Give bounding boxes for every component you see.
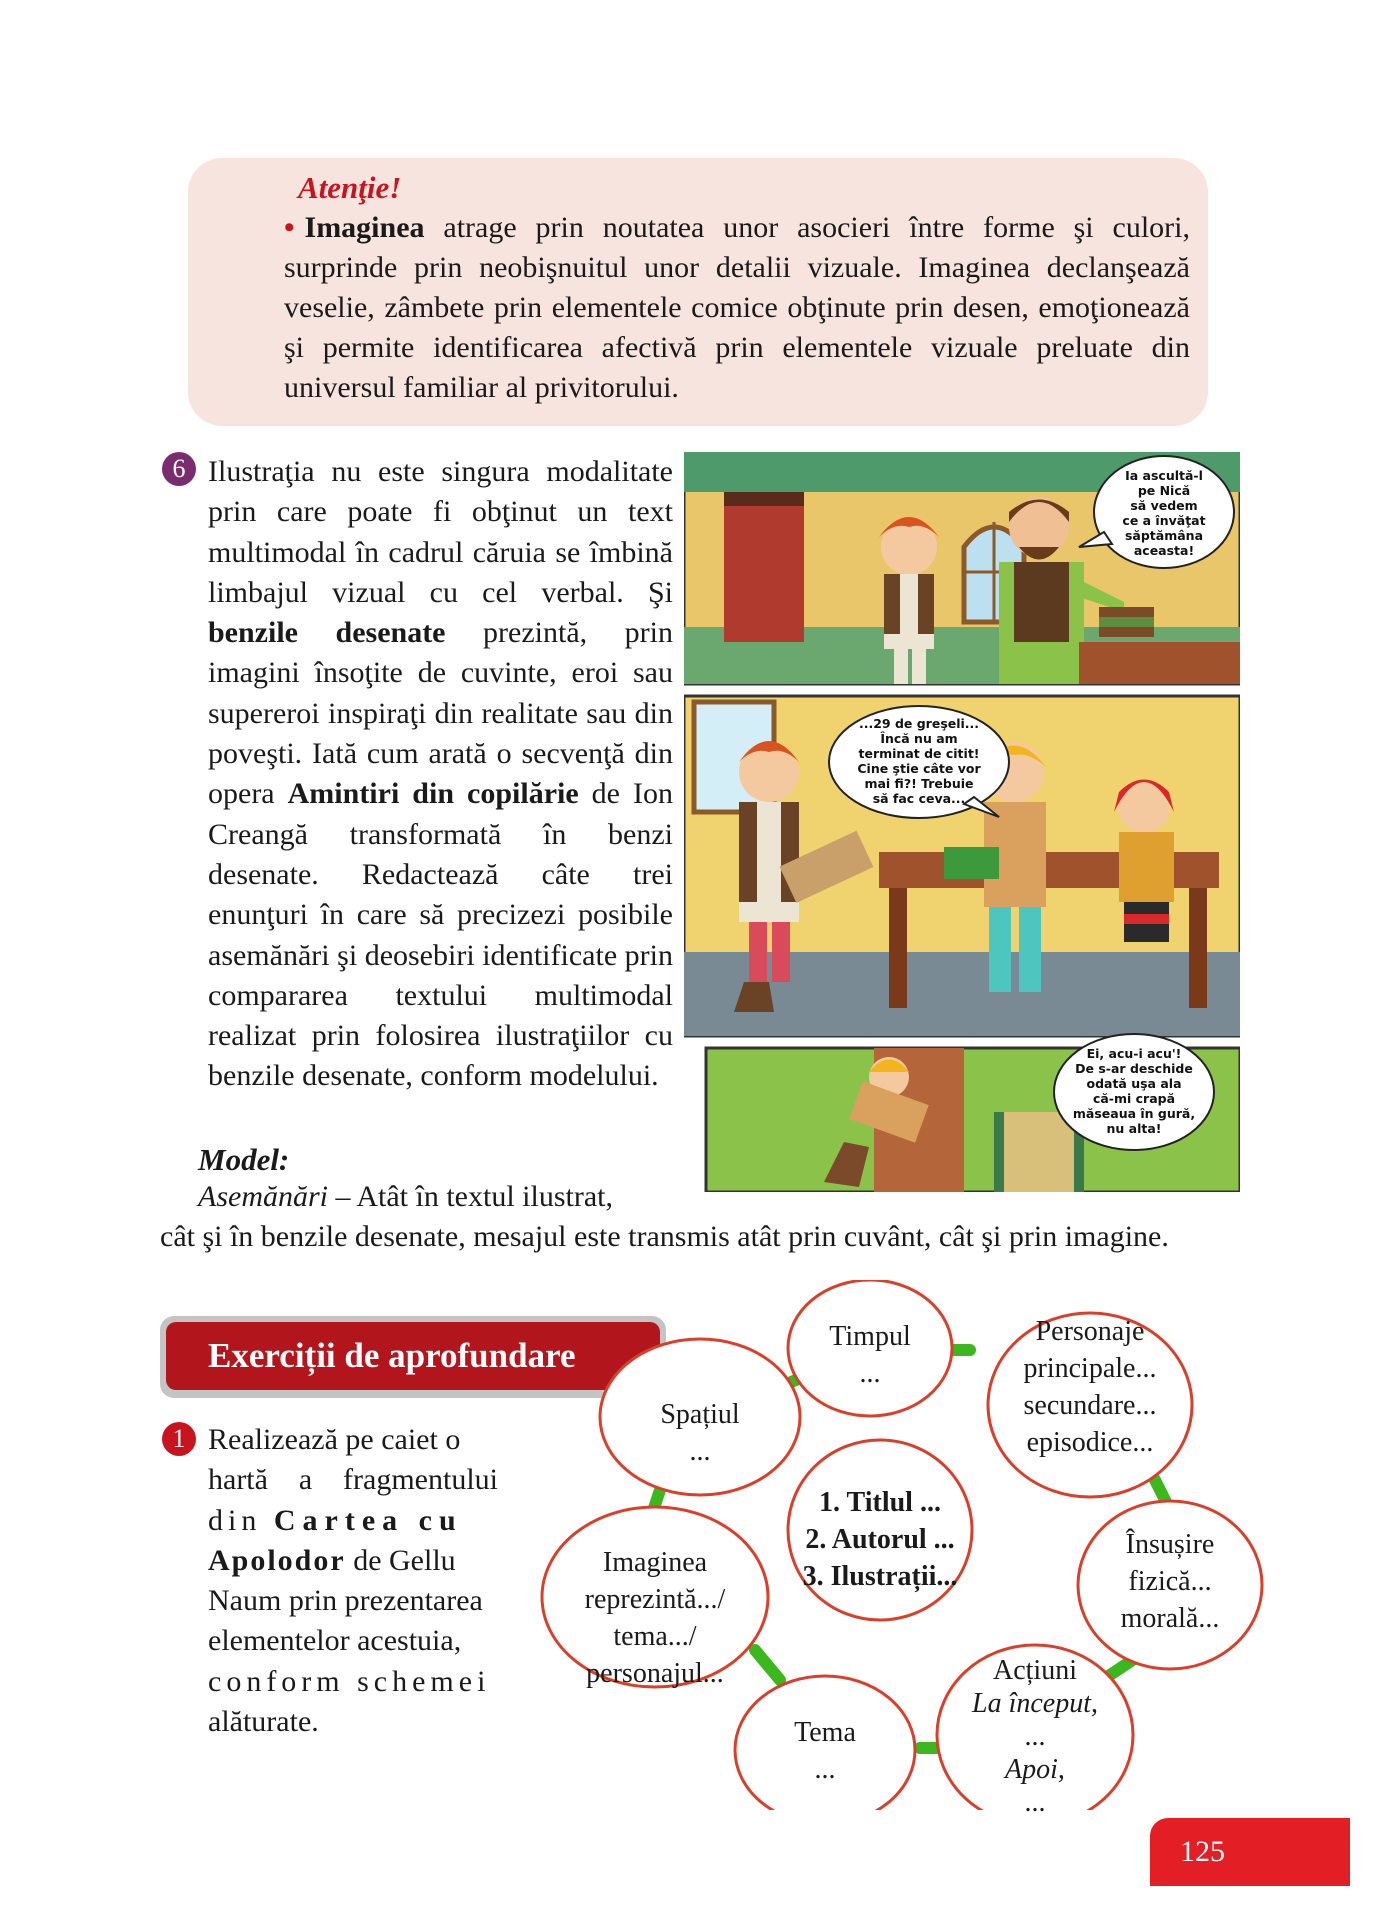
comic-strip <box>684 452 1240 1192</box>
model-line1-text: – Atât în textul ilustrat, <box>328 1180 613 1213</box>
personaje-line2: principale... <box>1023 1353 1157 1384</box>
exercise-1-number: 1 <box>162 1422 196 1456</box>
bubble1-line2: pe Nică <box>1137 483 1191 498</box>
imaginea-text <box>560 1544 750 1692</box>
imaginea-line2: reprezintă.../ <box>584 1584 726 1615</box>
personaje-line4: episodice... <box>1026 1427 1154 1458</box>
ex1-line5: Naum prin prezentarea <box>208 1584 483 1618</box>
bubble3-line3: odată uşa ala <box>1086 1076 1182 1091</box>
attention-text <box>284 208 1190 408</box>
exercise-1-text <box>208 1420 498 1742</box>
ex1-line8: alăturate. <box>208 1705 319 1739</box>
tema-line2: ... <box>814 1754 836 1785</box>
bubble3-line1: Ei, acu-i acu'! <box>1086 1046 1182 1061</box>
ex1-line3a: din <box>208 1503 274 1537</box>
ex1-line4 <box>208 1541 498 1581</box>
insusire-line2: fizică... <box>1128 1566 1212 1597</box>
exercise-6-number: 6 <box>162 452 196 486</box>
timpul-line2: ... <box>859 1358 881 1389</box>
bubble2-line4: Cine ştie câte vor <box>857 761 981 776</box>
insusire-text <box>1090 1526 1250 1637</box>
personaje-text <box>990 1313 1190 1461</box>
bubble1-line5: săptămâna <box>1124 528 1204 543</box>
timpul-line1: Timpul <box>829 1321 911 1352</box>
model-label: Model: <box>198 1142 290 1177</box>
connector-imaginea-tema <box>755 1650 780 1680</box>
imaginea-line4: personajul... <box>586 1658 724 1689</box>
bubble2-line2: Încă nu am <box>880 731 958 746</box>
ex1-line6: elementelor acestuia, <box>208 1624 462 1658</box>
personaje-line1: Personaje <box>1035 1316 1145 1347</box>
model-line2: cât şi în benzile desenate, mesajul este transmis atât prin cuvânt, cât şi prin imagine. <box>160 1220 1169 1253</box>
section-header: Exerciții de aprofundare <box>166 1322 660 1390</box>
timpul-text <box>790 1318 950 1392</box>
ex1-book-title-2: Apolodor <box>208 1543 346 1577</box>
imaginea-line3: tema.../ <box>613 1621 697 1652</box>
bubble2-line5: mai fi?! Trebuie <box>864 776 974 791</box>
ex1-line2: hartă a fragmentului <box>208 1463 498 1497</box>
tema-line1: Tema <box>794 1717 856 1748</box>
ex6-bold1: benzile desenate <box>208 616 446 650</box>
center-text <box>790 1484 970 1595</box>
personaje-line3: secundare... <box>1023 1390 1157 1421</box>
page-number: 125 <box>1180 1835 1225 1868</box>
bubble2-line1: ...29 de greşeli... <box>858 716 980 731</box>
attention-title: Atenţie! <box>298 170 402 205</box>
exercise-6-text <box>208 452 673 1097</box>
actiuni-line2: La început, <box>972 1688 1098 1719</box>
attention-bold: Imaginea <box>304 211 425 244</box>
bubble2-line6: să fac ceva... <box>872 791 966 806</box>
bubble1-line3: să vedem <box>1130 498 1198 513</box>
bubble3-line5: măseaua în gură, <box>1072 1106 1196 1121</box>
ex1-line1: Realizează pe caiet o <box>208 1423 461 1456</box>
bubble3-line2: De s-ar deschide <box>1075 1061 1193 1076</box>
bubble1-line1: Ia ascultă-l <box>1125 468 1203 483</box>
attention-body: atrage prin noutatea unor asocieri între forme şi culori, surprinde prin neobişnuitul unor detalii vizuale. Imaginea declanşează veselie, zâmbete prin elementele comice obţinute prin desen, emoţionează şi permite identificarea afectivă prin elementele vizuale preluate din universul familiar al privitorului. <box>284 211 1190 404</box>
spatiul-text <box>620 1396 780 1470</box>
ex6-part3: de Ion Creangă transformată în benzi desenate. Redactează câte trei enunţuri în care să precizezi posibile asemănări şi deosebiri identificate prin compararea textului multimodal realizat prin folosirea ilustraţiilor cu benzile desenate, conform modelului. <box>208 777 673 1093</box>
insusire-line3: morală... <box>1120 1603 1220 1634</box>
actiuni-line3: ... <box>1024 1721 1046 1752</box>
insusire-line1: Însușire <box>1125 1529 1215 1560</box>
bubble3-line4: că-mi crapă <box>1092 1091 1176 1106</box>
imaginea-line1: Imaginea <box>602 1547 708 1578</box>
bubble1-line4: ce a învăţat <box>1122 513 1206 528</box>
actiuni-line4: Apoi, <box>1005 1754 1065 1785</box>
center-line3: 3. Ilustrații... <box>802 1561 958 1592</box>
ex1-line4b: de Gellu <box>345 1543 456 1577</box>
actiuni-line1: Acțiuni <box>993 1655 1077 1686</box>
bubble3-line6: nu alta! <box>1106 1121 1162 1136</box>
ex1-book-title: Cartea cu <box>273 1503 463 1537</box>
center-line2: 2. Autorul ... <box>805 1524 955 1555</box>
actiuni-line5: ... <box>1024 1787 1046 1818</box>
ex6-bold2: Amintiri din copilărie <box>287 777 579 811</box>
tema-text <box>750 1714 900 1788</box>
ex1-line7: conform schemei <box>208 1664 491 1698</box>
ex6-part1: Ilustraţia nu este singura modalitate prin care poate fi obţinut un text multimodal în cadrul căruia se îmbină limbajul vizual cu cel verbal. Şi <box>208 455 673 609</box>
spatiul-line2: ... <box>689 1436 711 1467</box>
ex1-line3 <box>208 1501 498 1541</box>
center-line1: 1. Titlul ... <box>819 1487 941 1518</box>
page-number-tab <box>1150 1818 1350 1886</box>
ex6-part2: prezintă, prin imagini însoţite de cuvinte, eroi sau supereroi inspiraţi din realitate sau din poveşti. Iată cum arată o secvenţă din opera <box>208 616 673 811</box>
actiuni-text <box>950 1654 1120 1819</box>
model-italic: Asemănări <box>198 1180 328 1213</box>
bullet: • <box>284 211 295 244</box>
model-line1 <box>198 1180 613 1214</box>
bubble2-line3: terminat de citit! <box>858 746 980 761</box>
bubble1-line6: aceasta! <box>1133 543 1195 558</box>
spatiul-line1: Spațiul <box>660 1399 740 1430</box>
